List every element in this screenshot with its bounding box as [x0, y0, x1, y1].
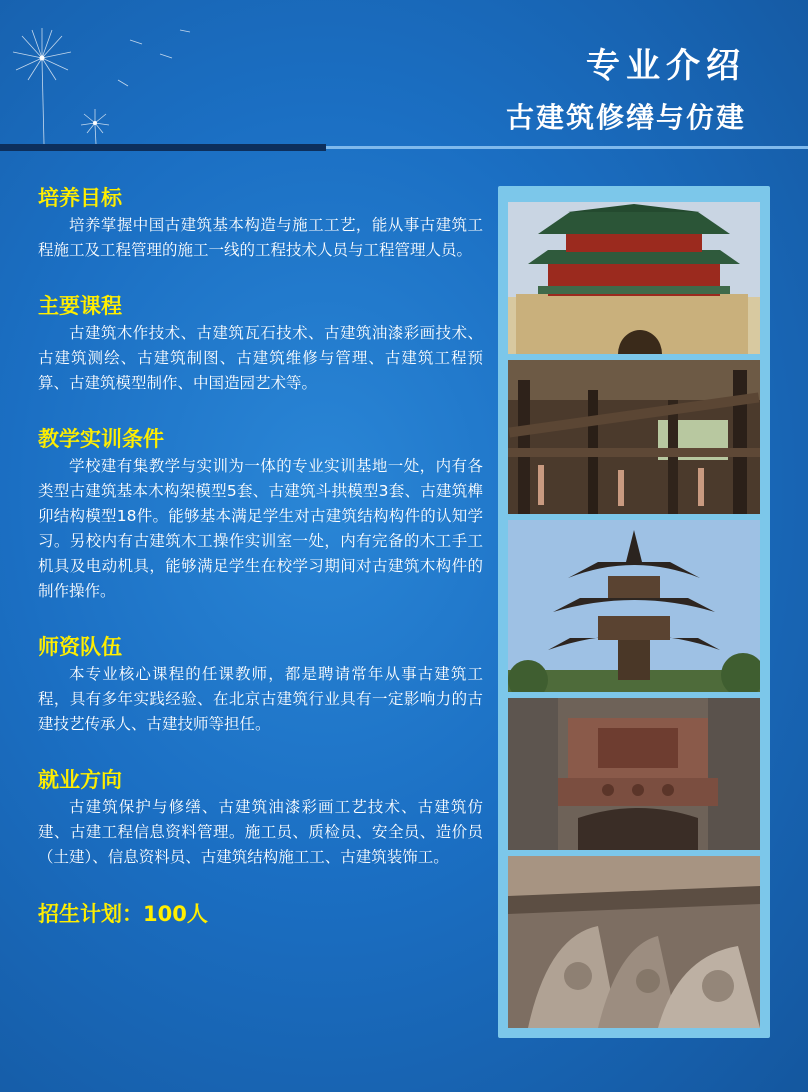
- photo-strip: [498, 186, 770, 1038]
- section-title: 就业方向: [38, 768, 122, 792]
- header-divider-light: [326, 146, 808, 149]
- section-training-goal: [38, 183, 483, 263]
- photo-pavilion: [508, 520, 760, 692]
- section-title: 培养目标: [38, 186, 122, 210]
- content-column: [38, 183, 483, 928]
- section-title: 主要课程: [38, 294, 122, 318]
- photo-drum-tower: [508, 202, 760, 354]
- section-body: 古建筑木作技术、古建筑瓦石技术、古建筑油漆彩画技术、古建筑测绘、古建筑制图、古建筑维修与管理、古建筑工程预算、古建筑模型制作、中国造园艺术等。: [38, 324, 483, 392]
- page-subtitle: 古建筑修缮与仿建: [505, 101, 746, 134]
- section-training-conditions: [38, 424, 483, 604]
- header-divider-dark: [0, 144, 326, 151]
- section-body: 培养掌握中国古建筑基本构造与施工工艺，能从事古建筑工程施工及工程管理的施工一线的工程技术人员与工程管理人员。: [38, 216, 483, 259]
- watermark: ​: [176, 567, 224, 635]
- section-title: 师资队伍: [38, 635, 122, 659]
- section-main-courses: [38, 291, 483, 396]
- section-body: 古建筑保护与修缮、古建筑油漆彩画工艺技术、古建筑仿建、古建工程信息资料管理。施工员、质检员、安全员、造价员（土建）、信息资料员、古建筑结构施工工、古建筑装饰工。: [38, 798, 483, 866]
- photo-wooden-frame: [508, 360, 760, 514]
- header: [0, 0, 808, 150]
- section-employment: [38, 765, 483, 870]
- section-body: 学校建有集教学与实训为一体的专业实训基地一处，内有各类型古建筑基本木构架模型5套、古建筑斗拱模型3套、古建筑榫卯结构模型18件。能够基本满足学生对古建筑结构构件的认知学习。另校内有古建筑木工操作实训室一处，内有完备的木工手工机具及电动机具，能够满足学生在校学习期间对古建筑木构件的制作操作。: [38, 457, 483, 600]
- enrollment-plan: 招生计划：100人: [38, 902, 208, 926]
- photo-carved-components: [508, 856, 760, 1028]
- section-title: 教学实训条件: [38, 427, 164, 451]
- section-faculty: [38, 632, 483, 737]
- section-body: 本专业核心课程的任课教师，都是聘请常年从事古建筑工程，具有多年实践经验、在北京古建筑行业具有一定影响力的古建技艺传承人、古建技师等担任。: [38, 665, 483, 733]
- page-title: 专业介绍: [586, 46, 746, 86]
- dandelion-decoration: [0, 0, 200, 150]
- photo-carved-gate: [508, 698, 760, 850]
